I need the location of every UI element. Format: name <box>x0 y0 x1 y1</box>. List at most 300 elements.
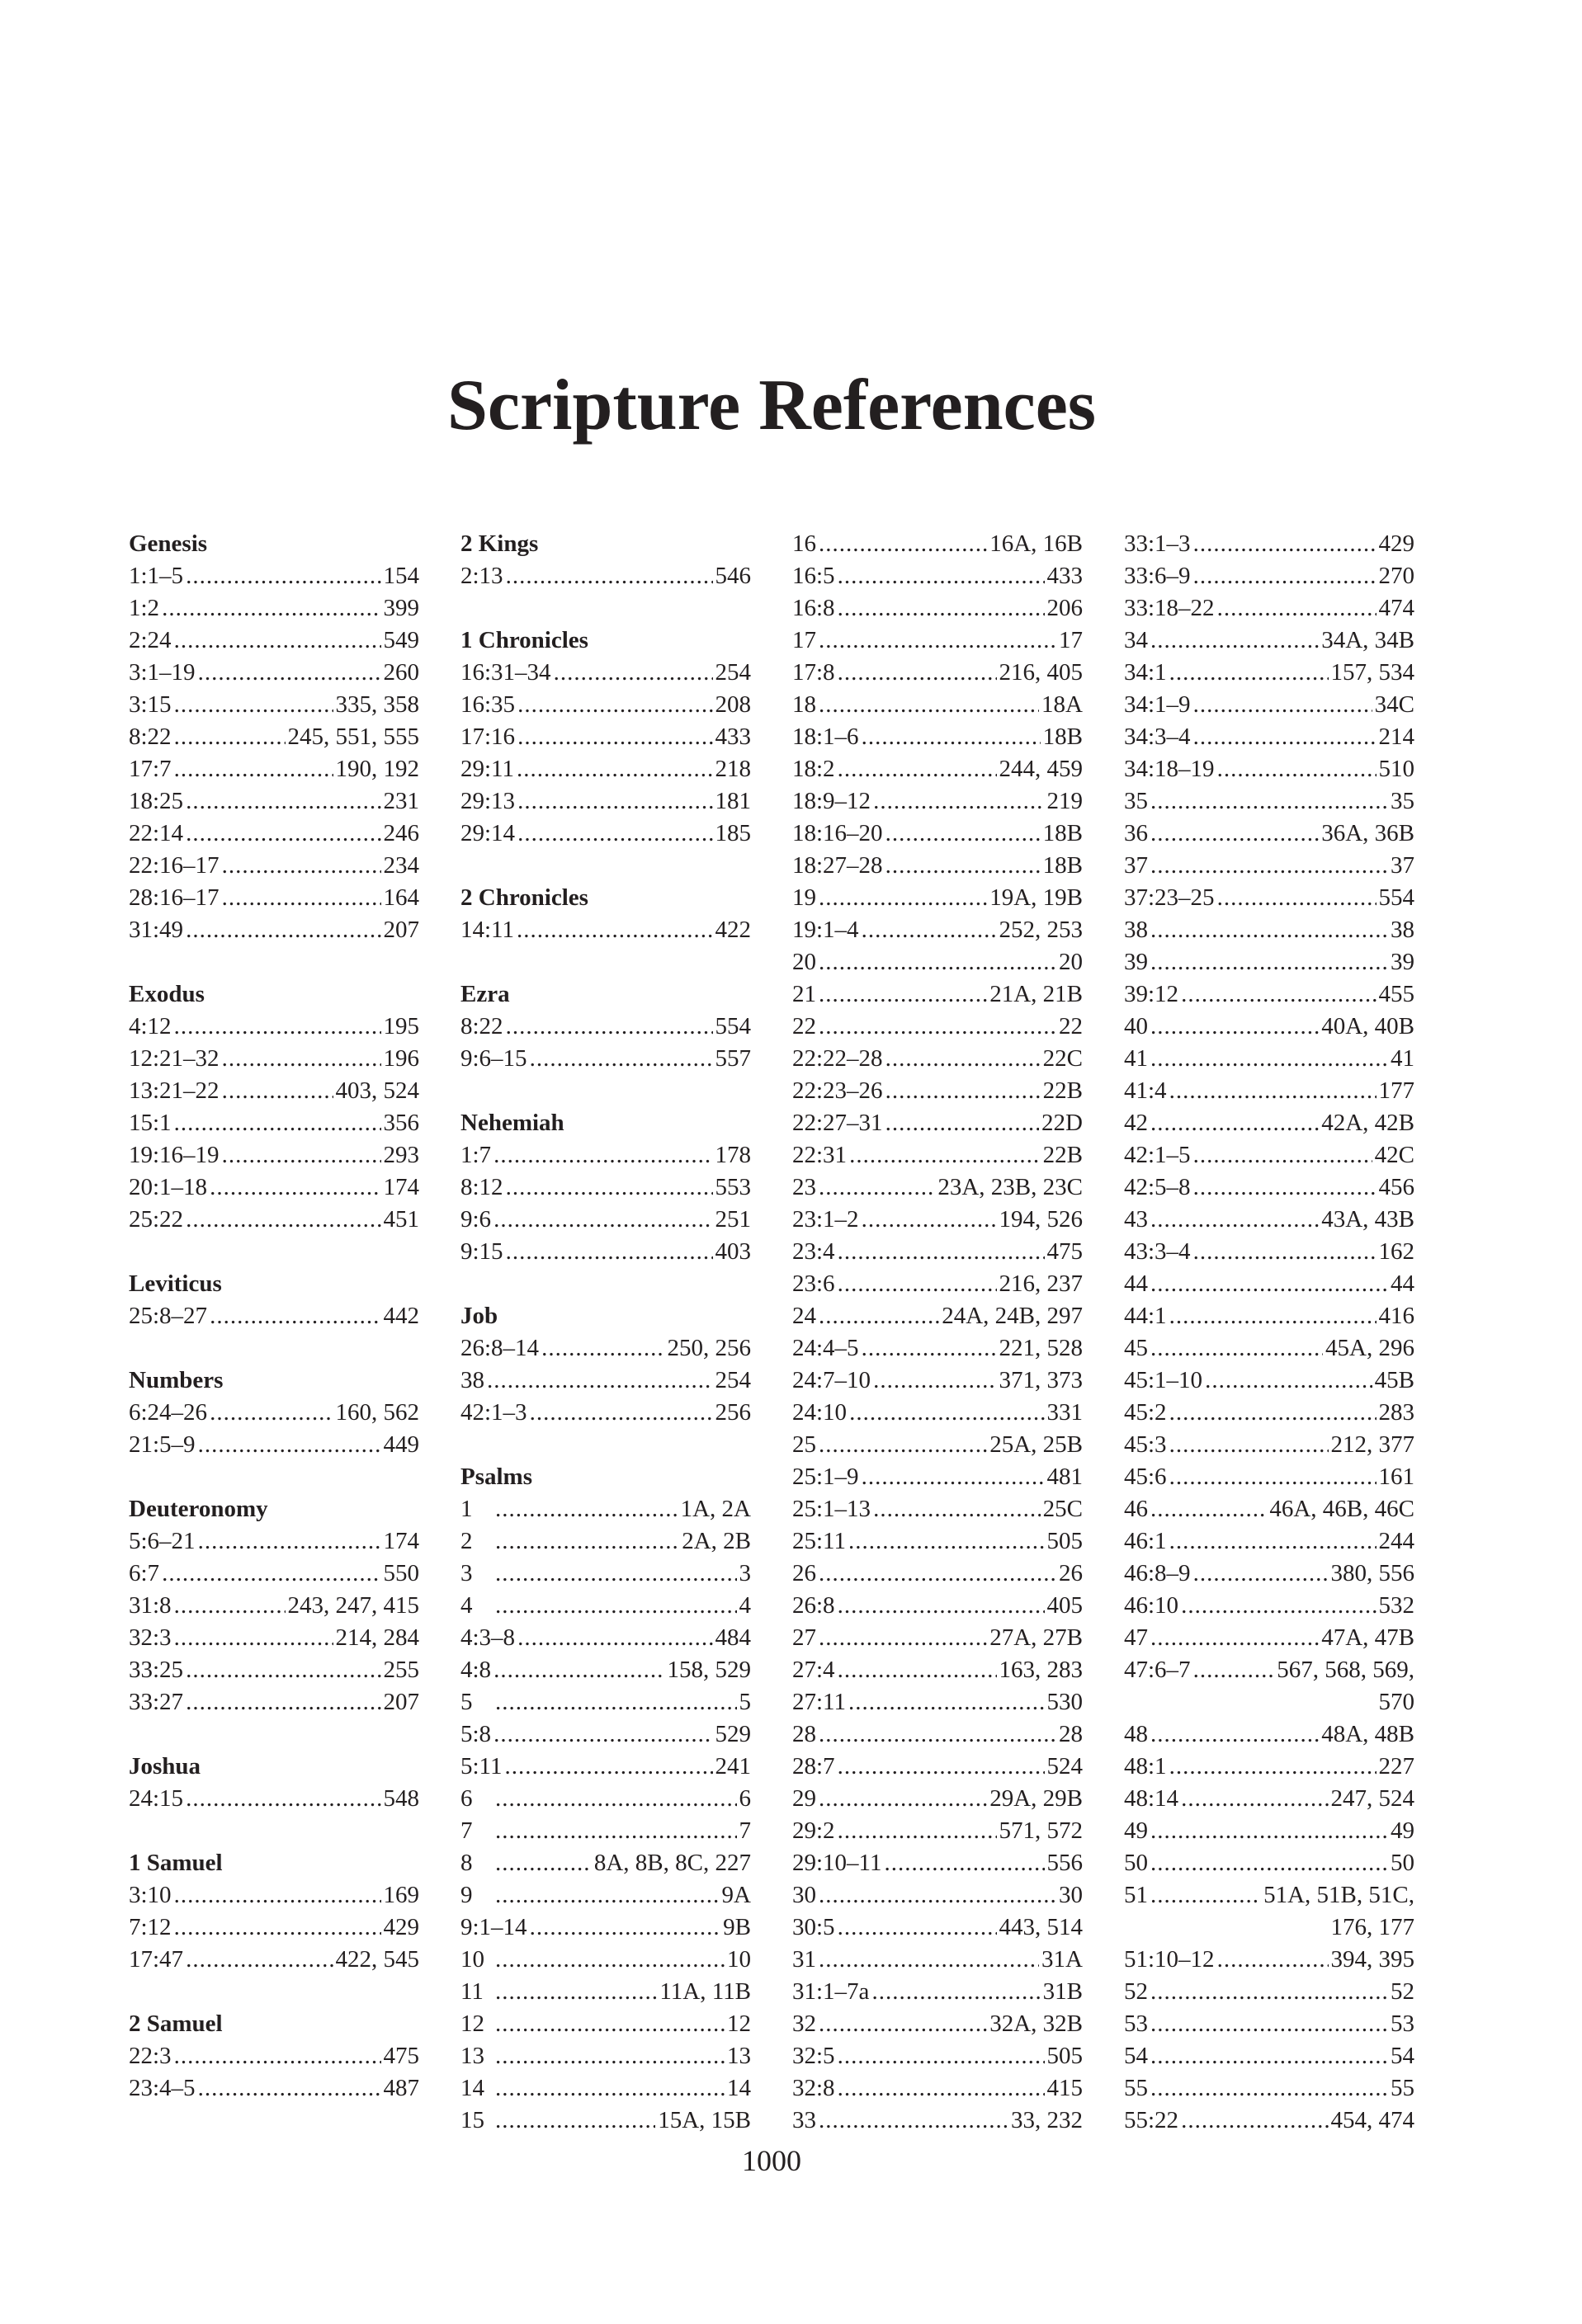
entry-reference: 48:14 <box>1124 1785 1179 1812</box>
dot-leader <box>174 625 381 657</box>
index-entry <box>129 1300 419 1332</box>
entry-page-numbers: 9A <box>721 1882 751 1908</box>
dot-leader <box>174 1622 333 1654</box>
entry-reference: 5:6–21 <box>129 1528 196 1554</box>
index-entry <box>792 528 1083 560</box>
entry-page-numbers: 399 <box>383 595 419 621</box>
index-entry <box>129 1204 419 1236</box>
book-heading: Genesis <box>129 530 208 557</box>
entry-reference: 43 <box>1124 1206 1148 1233</box>
dot-leader <box>1150 1011 1319 1043</box>
dot-leader <box>1217 753 1377 785</box>
dot-leader <box>495 1783 737 1815</box>
entry-reference: 25:1–13 <box>792 1496 871 1522</box>
dot-leader <box>1150 1107 1319 1139</box>
section-spacer <box>460 946 751 978</box>
entry-reference: 51 <box>1124 1882 1148 1908</box>
entry-page-numbers: 456 <box>1378 1174 1414 1200</box>
entry-page-numbers: 38 <box>1391 917 1414 943</box>
entry-page-numbers: 207 <box>383 917 419 943</box>
index-entry <box>792 1075 1083 1107</box>
dot-leader <box>862 1332 997 1365</box>
index-entry <box>1124 914 1414 946</box>
entry-reference: 19:16–19 <box>129 1142 220 1168</box>
entry-page-numbers: 433 <box>715 724 751 750</box>
entry-page-numbers: 283 <box>1378 1399 1414 1426</box>
entry-page-numbers: 46A, 46B, 46C <box>1269 1496 1414 1522</box>
entry-page-numbers: 48A, 48B <box>1321 1721 1414 1747</box>
index-entry <box>1124 1043 1414 1075</box>
dot-leader <box>1217 1944 1329 1976</box>
entry-reference: 33:25 <box>129 1657 184 1683</box>
entry-reference: 10 <box>460 1946 484 1973</box>
index-entry <box>1124 1847 1414 1879</box>
index-entry <box>1124 785 1414 818</box>
dot-leader <box>493 1204 712 1236</box>
index-entry <box>1124 1107 1414 1139</box>
entry-reference: 22:23–26 <box>792 1077 883 1104</box>
entry-page-numbers: 475 <box>383 2043 419 2069</box>
entry-page-numbers: 454, 474 <box>1330 2107 1414 2133</box>
entry-page-numbers: 433 <box>1046 563 1083 589</box>
entry-reference: 14:11 <box>460 917 514 943</box>
entry-reference: 28:7 <box>792 1753 835 1780</box>
dot-leader <box>838 1590 1045 1622</box>
dot-leader <box>1150 1204 1319 1236</box>
entry-page-numbers: 219 <box>1046 788 1083 814</box>
dot-leader <box>493 1654 664 1686</box>
dot-leader <box>819 946 1056 978</box>
entry-page-numbers: 27A, 27B <box>989 1624 1083 1651</box>
dot-leader <box>186 1204 380 1236</box>
index-entry <box>792 785 1083 818</box>
entry-reference: 38 <box>460 1367 484 1393</box>
entry-reference: 12 <box>460 2011 484 2037</box>
dot-leader <box>186 818 380 850</box>
section-spacer <box>460 592 751 625</box>
entry-reference: 29:11 <box>460 756 514 782</box>
entry-page-numbers: 22B <box>1042 1142 1083 1168</box>
entry-reference: 8 <box>460 1850 473 1876</box>
entry-page-numbers: 162 <box>1378 1238 1414 1265</box>
dot-leader <box>174 1912 381 1944</box>
entry-page-numbers: 442 <box>383 1303 419 1329</box>
entry-page-numbers: 293 <box>383 1142 419 1168</box>
entry-page-numbers: 474 <box>1378 595 1414 621</box>
entry-reference: 41:4 <box>1124 1077 1167 1104</box>
dot-leader <box>493 1139 712 1171</box>
entry-page-numbers: 53 <box>1391 2011 1414 2037</box>
index-entry <box>792 1332 1083 1365</box>
section-spacer <box>129 1236 419 1268</box>
entry-reference: 32 <box>792 2011 816 2037</box>
entry-reference: 38 <box>1124 917 1148 943</box>
entry-reference: 22 <box>792 1013 816 1039</box>
dot-leader <box>1217 592 1377 625</box>
dot-leader <box>1169 1751 1377 1783</box>
index-entry <box>460 753 751 785</box>
entry-reference: 33:18–22 <box>1124 595 1215 621</box>
entry-page-numbers: 380, 556 <box>1330 1560 1414 1586</box>
dot-leader <box>517 1622 712 1654</box>
entry-reference: 35 <box>1124 788 1148 814</box>
entry-reference: 7:12 <box>129 1914 172 1940</box>
entry-page-numbers: 169 <box>383 1882 419 1908</box>
dot-leader <box>819 882 987 914</box>
index-entry <box>129 1171 419 1204</box>
entry-page-numbers: 455 <box>1378 981 1414 1007</box>
entry-reference: 49 <box>1124 1817 1148 1844</box>
section-spacer <box>129 1461 419 1493</box>
entry-page-numbers: 24A, 24B, 297 <box>942 1303 1083 1329</box>
entry-reference: 24:10 <box>792 1399 848 1426</box>
dot-leader <box>222 850 381 882</box>
entry-page-numbers: 216, 405 <box>999 659 1083 686</box>
entry-reference: 29:13 <box>460 788 516 814</box>
entry-reference: 6 <box>460 1785 473 1812</box>
entry-page-numbers: 243, 247, 415 <box>287 1592 419 1619</box>
dot-leader <box>1193 1558 1329 1590</box>
entry-page-numbers: 40A, 40B <box>1321 1013 1414 1039</box>
entry-page-numbers: 196 <box>383 1045 419 1072</box>
entry-page-numbers: 11A, 11B <box>659 1978 751 2005</box>
entry-page-numbers: 185 <box>715 820 751 846</box>
dot-leader <box>819 1300 939 1332</box>
entry-page-numbers: 30 <box>1059 1882 1083 1908</box>
entry-page-numbers: 451 <box>383 1206 419 1233</box>
entry-reference: 34:1–9 <box>1124 691 1191 718</box>
dot-leader <box>1150 625 1319 657</box>
entry-page-numbers: 154 <box>383 563 419 589</box>
index-entry <box>792 1783 1083 1815</box>
index-entry <box>460 1622 751 1654</box>
index-entry <box>129 1397 419 1429</box>
entry-page-numbers: 22D <box>1041 1110 1083 1136</box>
entry-page-numbers: 557 <box>715 1045 751 1072</box>
entry-reference: 34:18–19 <box>1124 756 1215 782</box>
index-entry <box>129 657 419 689</box>
section-spacer <box>129 1332 419 1365</box>
index-column-3 <box>792 528 1083 2137</box>
index-entry <box>129 1043 419 1075</box>
entry-reference: 42 <box>1124 1110 1148 1136</box>
dot-leader <box>1150 2040 1388 2072</box>
entry-page-numbers: 554 <box>1378 884 1414 911</box>
index-entry <box>129 1139 419 1171</box>
dot-leader <box>1150 1847 1388 1879</box>
entry-page-numbers: 247, 524 <box>1330 1785 1414 1812</box>
entry-reference: 28:16–17 <box>129 884 220 911</box>
entry-reference: 25:8–27 <box>129 1303 208 1329</box>
entry-page-numbers: 25A, 25B <box>989 1431 1083 1458</box>
dot-leader <box>1150 1268 1388 1300</box>
dot-leader <box>838 753 997 785</box>
entry-reference: 53 <box>1124 2011 1148 2037</box>
entry-page-numbers: 546 <box>715 563 751 589</box>
dot-leader <box>819 1558 1056 1590</box>
index-entry <box>792 1847 1083 1879</box>
index-entry <box>460 721 751 753</box>
dot-leader <box>487 1365 713 1397</box>
entry-reference: 8:12 <box>460 1174 503 1200</box>
dot-leader <box>1150 1332 1323 1365</box>
entry-page-numbers: 553 <box>715 1174 751 1200</box>
entry-page-numbers: 44 <box>1391 1270 1414 1297</box>
entry-page-numbers: 181 <box>715 788 751 814</box>
index-entry <box>460 1718 751 1751</box>
entry-page-numbers: 5 <box>739 1689 751 1715</box>
section-spacer <box>129 1815 419 1847</box>
index-entry <box>1124 1590 1414 1622</box>
dot-leader <box>222 1075 333 1107</box>
dot-leader <box>495 2008 725 2040</box>
entry-reference: 30:5 <box>792 1914 835 1940</box>
entry-page-numbers: 510 <box>1378 756 1414 782</box>
index-entry <box>792 721 1083 753</box>
entry-page-numbers: 530 <box>1046 1689 1083 1715</box>
index-entry <box>792 1622 1083 1654</box>
entry-page-numbers: 157, 534 <box>1330 659 1414 686</box>
entry-reference: 17:7 <box>129 756 172 782</box>
dot-leader <box>162 1558 380 1590</box>
dot-leader <box>819 978 987 1011</box>
index-entry <box>792 818 1083 850</box>
dot-leader <box>1193 721 1377 753</box>
entry-reference: 47:6–7 <box>1124 1657 1191 1683</box>
entry-reference: 24 <box>792 1303 816 1329</box>
entry-reference: 18:2 <box>792 756 835 782</box>
entry-page-numbers: 214, 284 <box>335 1624 419 1651</box>
book-heading: Exodus <box>129 981 205 1007</box>
entry-reference: 9:6 <box>460 1206 492 1233</box>
entry-reference: 36 <box>1124 820 1148 846</box>
index-entry <box>460 1944 751 1976</box>
index-entry <box>129 1686 419 1718</box>
entry-reference: 33 <box>792 2107 816 2133</box>
entry-reference: 21:5–9 <box>129 1431 196 1458</box>
entry-reference: 42:1–3 <box>460 1399 527 1426</box>
entry-reference: 47 <box>1124 1624 1148 1651</box>
index-entry <box>1124 1365 1414 1397</box>
dot-leader <box>819 625 1056 657</box>
index-entry <box>460 1912 751 1944</box>
index-entry <box>129 1622 419 1654</box>
index-entry <box>460 1365 751 1397</box>
entry-page-numbers: 18B <box>1042 724 1083 750</box>
entry-reference: 2:24 <box>129 627 172 653</box>
index-entry <box>792 946 1083 978</box>
index-entry <box>1124 978 1414 1011</box>
entry-page-numbers: 548 <box>383 1785 419 1812</box>
entry-reference: 46 <box>1124 1496 1148 1522</box>
book-heading: Leviticus <box>129 1270 222 1297</box>
entry-page-numbers: 208 <box>715 691 751 718</box>
entry-reference: 5:8 <box>460 1721 492 1747</box>
index-entry <box>460 914 751 946</box>
entry-reference: 4 <box>460 1592 473 1619</box>
book-heading: Psalms <box>460 1464 532 1490</box>
dot-leader <box>541 1332 664 1365</box>
dot-leader <box>838 657 997 689</box>
dot-leader <box>819 1622 987 1654</box>
entry-reference: 2 <box>460 1528 473 1554</box>
entry-page-numbers: 21A, 21B <box>989 981 1083 1007</box>
dot-leader <box>819 1879 1056 1912</box>
index-entry <box>460 2040 751 2072</box>
dot-leader <box>1150 946 1388 978</box>
dot-leader <box>871 1976 1040 2008</box>
entry-reference: 55:22 <box>1124 2107 1179 2133</box>
dot-leader <box>517 689 712 721</box>
entry-page-numbers: 32A, 32B <box>989 2011 1083 2037</box>
entry-reference: 34:3–4 <box>1124 724 1191 750</box>
entry-reference: 34 <box>1124 627 1148 653</box>
entry-page-numbers: 227 <box>1378 1753 1414 1780</box>
entry-page-numbers: 39 <box>1391 949 1414 975</box>
index-entry <box>460 785 751 818</box>
dot-leader <box>495 1944 725 1976</box>
dot-leader <box>174 2040 381 2072</box>
book-heading: Ezra <box>460 981 510 1007</box>
entry-reference: 22:16–17 <box>129 852 220 879</box>
section-spacer <box>460 1429 751 1461</box>
entry-page-numbers: 335, 358 <box>335 691 419 718</box>
dot-leader <box>848 1686 1045 1718</box>
entry-page-numbers: 33, 232 <box>1011 2107 1083 2133</box>
dot-leader <box>1150 1718 1319 1751</box>
index-entry <box>1124 1493 1414 1525</box>
dot-leader <box>819 1783 987 1815</box>
dot-leader <box>1193 528 1377 560</box>
index-entry <box>1124 753 1414 785</box>
book-heading: Deuteronomy <box>129 1496 268 1522</box>
index-entry <box>1124 850 1414 882</box>
dot-leader <box>838 1751 1045 1783</box>
entry-reference: 29:10–11 <box>792 1850 882 1876</box>
entry-page-numbers: 481 <box>1046 1464 1083 1490</box>
entry-page-numbers: 178 <box>715 1142 751 1168</box>
dot-leader <box>1181 2105 1328 2137</box>
entry-reference: 27:11 <box>792 1689 846 1715</box>
dot-leader <box>495 1493 678 1525</box>
index-entry <box>1124 1654 1414 1686</box>
entry-page-numbers: 245, 551, 555 <box>287 724 419 750</box>
index-entry <box>460 1397 751 1429</box>
index-entry <box>792 1493 1083 1525</box>
book-heading: Joshua <box>129 1753 201 1780</box>
entry-page-numbers: 45A, 296 <box>1325 1335 1414 1361</box>
entry-reference: 29 <box>792 1785 816 1812</box>
entry-page-numbers: 174 <box>383 1174 419 1200</box>
index-entry <box>1124 1461 1414 1493</box>
entry-reference: 31 <box>792 1946 816 1973</box>
entry-page-numbers: 18B <box>1042 852 1083 879</box>
dot-leader <box>1150 914 1388 946</box>
entry-page-numbers: 19A, 19B <box>989 884 1083 911</box>
index-entry <box>792 850 1083 882</box>
entry-page-numbers: 246 <box>383 820 419 846</box>
entry-reference: 23:1–2 <box>792 1206 859 1233</box>
entry-page-numbers: 42C <box>1374 1142 1414 1168</box>
index-column-2 <box>460 528 751 2137</box>
index-entry <box>792 1912 1083 1944</box>
dot-leader <box>186 785 380 818</box>
dot-leader <box>174 1011 381 1043</box>
index-entry <box>792 1686 1083 1718</box>
entry-page-numbers: 9B <box>723 1914 751 1940</box>
index-entry <box>1124 1204 1414 1236</box>
index-entry <box>460 1879 751 1912</box>
section-spacer <box>129 1976 419 2008</box>
dot-leader <box>1169 1429 1329 1461</box>
index-entry <box>792 1139 1083 1171</box>
index-entry <box>792 1461 1083 1493</box>
dot-leader <box>1181 1590 1376 1622</box>
entry-reference: 22:27–31 <box>792 1110 883 1136</box>
entry-page-numbers: 160, 562 <box>335 1399 419 1426</box>
dot-leader <box>222 882 381 914</box>
section-spacer <box>460 850 751 882</box>
entry-reference: 45:3 <box>1124 1431 1167 1458</box>
dot-leader <box>1169 1300 1377 1332</box>
index-entry <box>460 1493 751 1525</box>
entry-page-numbers: 487 <box>383 2075 419 2101</box>
entry-page-numbers: 14 <box>727 2075 751 2101</box>
dot-leader <box>885 1107 1039 1139</box>
dot-leader <box>210 1397 333 1429</box>
entry-reference: 16:31–34 <box>460 659 551 686</box>
dot-leader <box>174 753 333 785</box>
dot-leader <box>819 1011 1056 1043</box>
entry-reference: 44:1 <box>1124 1303 1167 1329</box>
index-entry <box>129 1783 419 1815</box>
index-entry <box>1124 1815 1414 1847</box>
dot-leader <box>819 689 1039 721</box>
entry-page-numbers: 174 <box>383 1528 419 1554</box>
index-entry <box>792 2040 1083 2072</box>
entry-reference: 16:35 <box>460 691 516 718</box>
entry-page-numbers: 256 <box>715 1399 751 1426</box>
index-entry <box>792 1236 1083 1268</box>
entry-reference: 4:8 <box>460 1657 492 1683</box>
entry-page-numbers: 34A, 34B <box>1321 627 1414 653</box>
dot-leader <box>862 1204 997 1236</box>
entry-page-numbers: 371, 373 <box>999 1367 1083 1393</box>
section-spacer <box>460 1268 751 1300</box>
entry-reference: 9:1–14 <box>460 1914 527 1940</box>
index-entry <box>1124 818 1414 850</box>
index-entry <box>129 721 419 753</box>
entry-page-numbers: 26 <box>1059 1560 1083 1586</box>
dot-leader <box>506 560 713 592</box>
entry-reference: 33:1–3 <box>1124 530 1191 557</box>
entry-reference: 40 <box>1124 1013 1148 1039</box>
index-entry <box>129 592 419 625</box>
entry-reference: 16:8 <box>792 595 835 621</box>
index-entry <box>129 882 419 914</box>
dot-leader <box>186 560 380 592</box>
dot-leader <box>493 1718 712 1751</box>
dot-leader <box>819 1429 987 1461</box>
entry-reference: 18 <box>792 691 816 718</box>
entry-reference: 18:27–28 <box>792 852 883 879</box>
index-entry <box>1124 689 1414 721</box>
section-spacer <box>129 946 419 978</box>
entry-page-numbers: 50 <box>1391 1850 1414 1876</box>
entry-page-numbers: 158, 529 <box>667 1657 751 1683</box>
entry-page-numbers: 254 <box>715 659 751 686</box>
entry-reference: 11 <box>460 1978 484 2005</box>
